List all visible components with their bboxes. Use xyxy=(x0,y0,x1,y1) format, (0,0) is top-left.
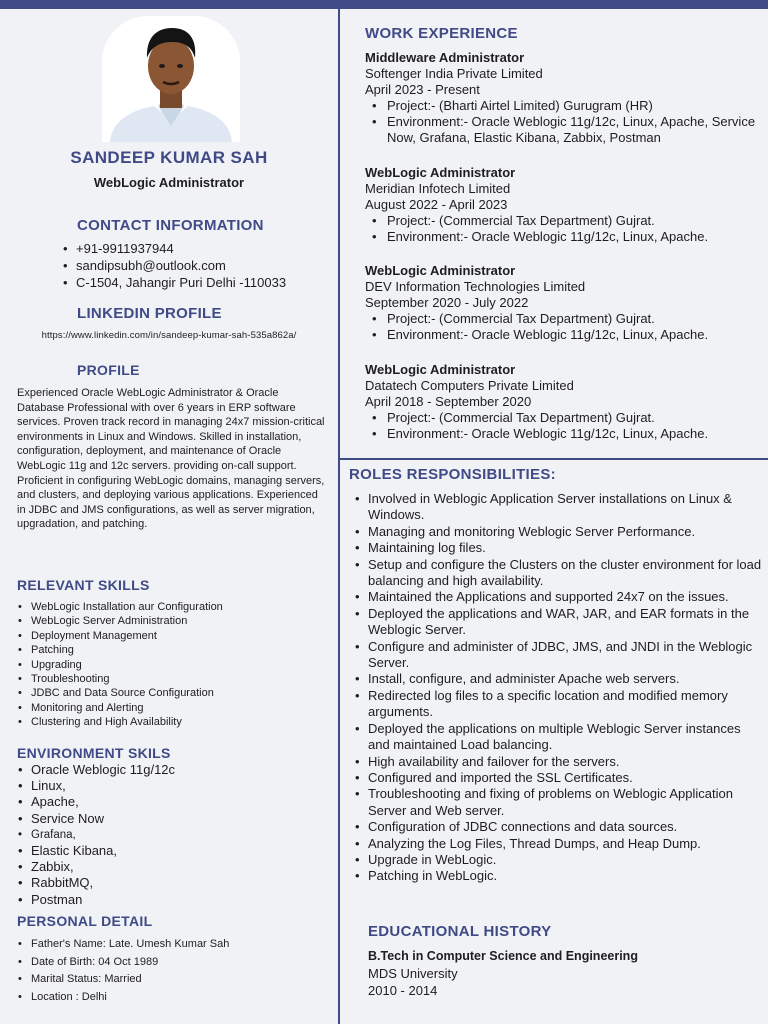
education-school: MDS University xyxy=(368,966,458,981)
list-item: • Elastic Kibana, xyxy=(17,843,327,859)
list-item: • Date of Birth: 04 Oct 1989 xyxy=(17,954,327,972)
education-heading: EDUCATIONAL HISTORY xyxy=(368,923,552,940)
list-item: • WebLogic Installation aur Configuration xyxy=(17,600,327,614)
list-item: • Zabbix, xyxy=(17,859,327,875)
roles-heading: ROLES RESPONSIBILITIES: xyxy=(349,466,556,483)
linkedin-heading: LINKEDIN PROFILE xyxy=(77,305,222,322)
person-portrait-icon xyxy=(102,16,240,142)
list-item: • Maintained the Applications and supported 24x7 on the issues. xyxy=(354,589,762,605)
linkedin-url[interactable]: https://www.linkedin.com/in/sandeep-kumar-sah-535a862a/ xyxy=(41,330,297,341)
job-title: WebLogic Administrator xyxy=(365,263,516,278)
list-item: • Apache, xyxy=(17,794,327,810)
profile-photo xyxy=(102,16,240,142)
list-item: • Location : Delhi xyxy=(17,989,327,1007)
list-item: • Oracle Weblogic 11g/12c xyxy=(17,762,327,778)
job-entry xyxy=(365,165,760,245)
list-item: • JDBC and Data Source Configuration xyxy=(17,686,327,700)
column-divider xyxy=(338,9,340,1024)
job-entry xyxy=(365,362,760,442)
candidate-title: WebLogic Administrator xyxy=(93,175,245,190)
list-item: • Deployed the applications on multiple Weblogic Server instances and maintained Load balancing. xyxy=(354,721,762,754)
list-item: • Setup and configure the Clusters on the cluster environment for load balancing and high availability. xyxy=(354,557,762,590)
profile-summary: Experienced Oracle WebLogic Administrator & Oracle Database Professional with over 6 years in ERP software services. Proven track record in managing 24x7 mission-critical environments in Linux and Windows. Skilled in installation, configuration, deployment, and maintenance of Oracle WebLogic 11g and 12c servers. providing on-call support. Proficient in configuring WebLogic domains, managing servers, and clusters, and deploying various applications. Experienced in JDBC and JMS configurations, as well as server migration, upgradation, and patching. xyxy=(17,387,325,531)
list-item: • Deployed the applications and WAR, JAR, and EAR formats in the Weblogic Server. xyxy=(354,606,762,639)
list-item: • High availability and failover for the servers. xyxy=(354,754,762,770)
postal-address: • C-1504, Jahangir Puri Delhi -110033 xyxy=(62,274,286,291)
list-item: • Monitoring and Alerting xyxy=(17,701,327,715)
list-item: • Linux, xyxy=(17,778,327,794)
list-item: • Environment:- Oracle Weblogic 11g/12c, Linux, Apache. xyxy=(365,327,760,343)
list-item: • Upgrading xyxy=(17,658,327,672)
work-heading: WORK EXPERIENCE xyxy=(365,25,518,42)
job-company: Datatech Computers Private Limited xyxy=(365,378,574,393)
list-item: • Patching xyxy=(17,643,327,657)
job-details xyxy=(365,311,760,343)
list-item: • Project:- (Commercial Tax Department) Gujrat. xyxy=(365,311,760,327)
job-title: WebLogic Administrator xyxy=(365,362,516,377)
environment-list xyxy=(17,762,327,908)
list-item: • Patching in WebLogic. xyxy=(354,868,762,884)
job-dates: April 2023 - Present xyxy=(365,82,480,97)
job-company: Softenger India Private Limited xyxy=(365,66,543,81)
list-item: • Troubleshooting and fixing of problems on Weblogic Application Server and Web server. xyxy=(354,786,762,819)
list-item: • Troubleshooting xyxy=(17,672,327,686)
job-details xyxy=(365,98,760,146)
list-item: • WebLogic Server Administration xyxy=(17,614,327,628)
list-item: • Project:- (Bharti Airtel Limited) Gurugram (HR) xyxy=(365,98,760,114)
list-item: • RabbitMQ, xyxy=(17,875,327,891)
personal-list xyxy=(17,936,327,1006)
list-item: • Configuration of JDBC connections and data sources. xyxy=(354,819,762,835)
job-details xyxy=(365,410,760,442)
list-item: • Deployment Management xyxy=(17,629,327,643)
skills-heading: RELEVANT SKILLS xyxy=(17,577,150,593)
job-entry xyxy=(365,50,760,146)
list-item: • Managing and monitoring Weblogic Server Performance. xyxy=(354,524,762,540)
list-item: • Clustering and High Availability xyxy=(17,715,327,729)
profile-heading: PROFILE xyxy=(77,362,140,378)
list-item: • Install, configure, and administer Apache web servers. xyxy=(354,671,762,687)
list-item: • Redirected log files to a specific location and modified memory arguments. xyxy=(354,688,762,721)
job-title: WebLogic Administrator xyxy=(365,165,516,180)
list-item: • Configure and administer of JDBC, JMS, and JNDI in the Weblogic Server. xyxy=(354,639,762,672)
education-years: 2010 - 2014 xyxy=(368,983,438,998)
list-item: • Environment:- Oracle Weblogic 11g/12c, Linux, Apache. xyxy=(365,426,760,442)
list-item: • Analyzing the Log Files, Thread Dumps, and Heap Dump. xyxy=(354,836,762,852)
list-item: • Project:- (Commercial Tax Department) Gujrat. xyxy=(365,213,760,229)
list-item: • Project:- (Commercial Tax Department) Gujrat. xyxy=(365,410,760,426)
job-dates: September 2020 - July 2022 xyxy=(365,295,529,310)
list-item: • Postman xyxy=(17,892,327,908)
skills-list xyxy=(17,600,327,730)
personal-heading: PERSONAL DETAIL xyxy=(17,913,153,929)
candidate-name: SANDEEP KUMAR SAH xyxy=(70,148,268,167)
list-item: • Environment:- Oracle Weblogic 11g/12c, Linux, Apache, Service Now, Grafana, Elastic Kibana, Zabbix, Postman xyxy=(365,114,760,146)
job-entry xyxy=(365,263,760,343)
job-company: DEV Information Technologies Limited xyxy=(365,279,586,294)
section-divider xyxy=(340,458,768,460)
email-address[interactable]: • sandipsubh@outlook.com xyxy=(62,257,286,274)
job-details xyxy=(365,213,760,245)
list-item: • Father's Name: Late. Umesh Kumar Sah xyxy=(17,936,327,954)
job-dates: August 2022 - April 2023 xyxy=(365,197,508,212)
job-company: Meridian Infotech Limited xyxy=(365,181,511,196)
roles-list xyxy=(354,491,762,885)
job-dates: April 2018 - September 2020 xyxy=(365,394,532,409)
phone-number[interactable]: • +91-9911937944 xyxy=(62,240,286,257)
list-item: • Involved in Weblogic Application Server installations on Linux & Windows. xyxy=(354,491,762,524)
list-item: • Configured and imported the SSL Certificates. xyxy=(354,770,762,786)
environment-heading: ENVIRONMENT SKILS xyxy=(17,745,171,761)
list-item: • Maintaining log files. xyxy=(354,540,762,556)
education-degree: B.Tech in Computer Science and Engineering xyxy=(368,949,638,963)
job-title: Middleware Administrator xyxy=(365,50,525,65)
list-item: • Environment:- Oracle Weblogic 11g/12c, Linux, Apache. xyxy=(365,229,760,245)
list-item: • Grafana, xyxy=(17,827,327,843)
list-item: • Upgrade in WebLogic. xyxy=(354,852,762,868)
contact-list xyxy=(62,240,286,291)
list-item: • Marital Status: Married xyxy=(17,971,327,989)
contact-heading: CONTACT INFORMATION xyxy=(77,217,264,234)
top-accent-bar xyxy=(0,0,768,9)
list-item: • Service Now xyxy=(17,811,327,827)
